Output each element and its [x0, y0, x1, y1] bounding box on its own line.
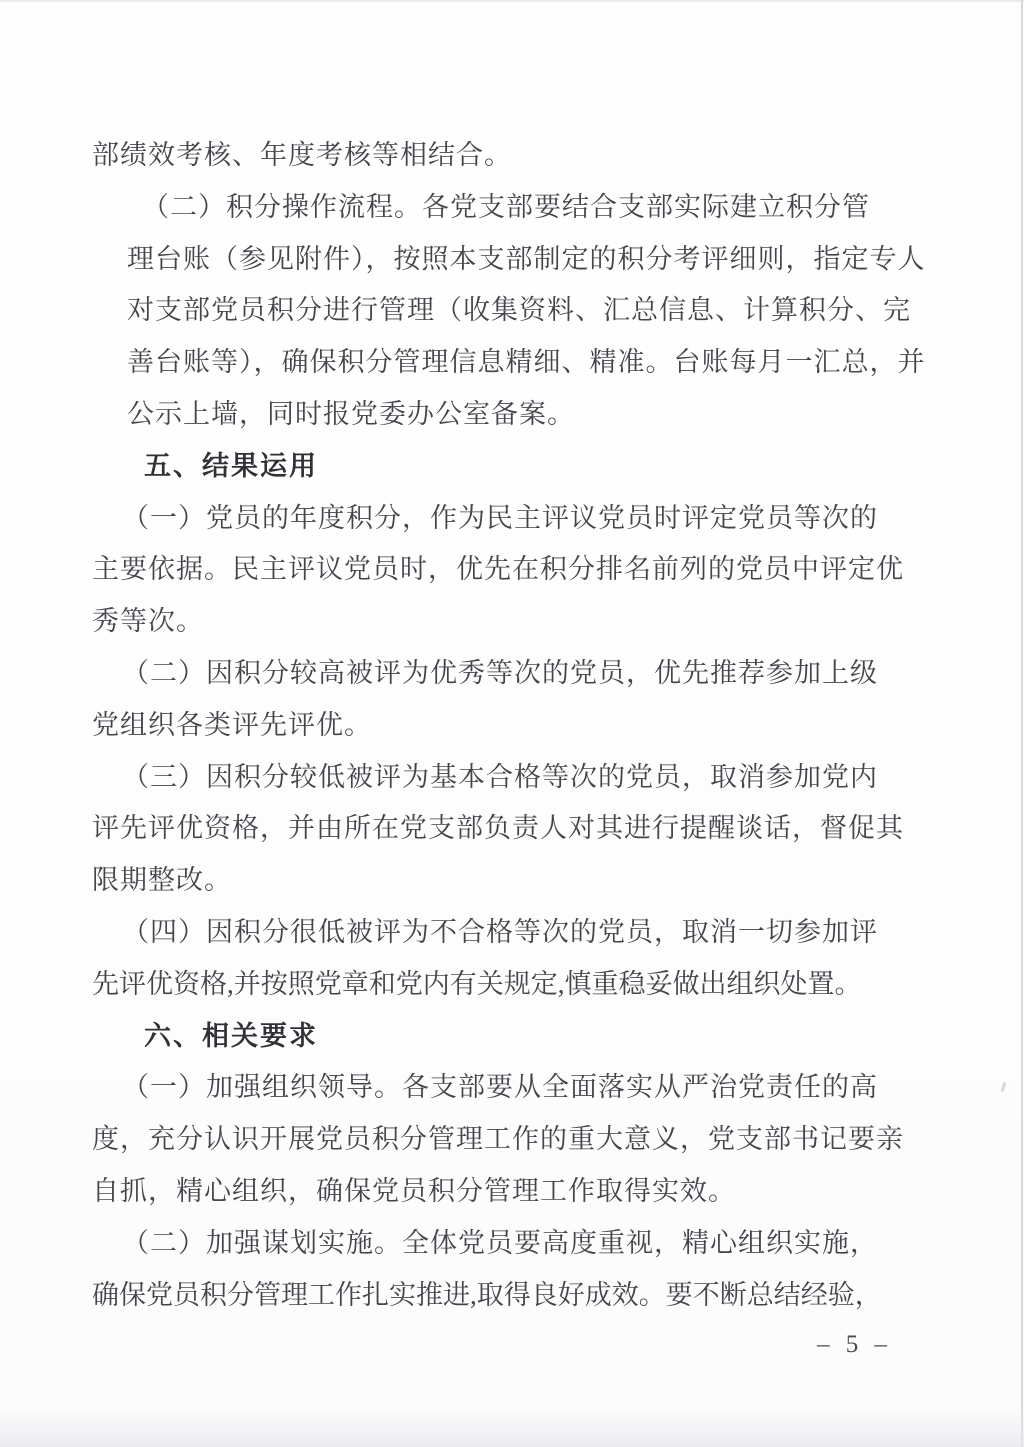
text-line: 秀等次。: [92, 606, 204, 637]
page-number: – 5 –: [817, 1331, 892, 1358]
text-line: 自抓，精心组织，确保党员积分管理工作取得实效。: [92, 1175, 736, 1206]
scan-artifact: [1001, 1082, 1007, 1092]
scan-bottom-edge: [0, 1405, 1024, 1447]
text-line: 党组织各类评先评优。: [92, 709, 372, 740]
paragraph-start: （二）积分操作流程。各党支部要结合支部实际建立积分管: [142, 191, 870, 222]
scan-top-edge: [0, 0, 1024, 3]
paragraph-start: （一）党员的年度积分，作为民主评议党员时评定党员等次的: [122, 502, 878, 533]
paragraph-start: （二）因积分较高被评为优秀等次的党员，优先推荐参加上级: [122, 657, 878, 688]
text-line: 评先评优资格，并由所在党支部负责人对其进行提醒谈话，督促其: [92, 813, 904, 844]
text-line: 先评优资格,并按照党章和党内有关规定,慎重稳妥做出组织处置。: [92, 968, 862, 999]
text-line: 主要依据。民主评议党员时，优先在积分排名前列的党员中评定优: [92, 554, 904, 585]
text-line: 对支部党员积分进行管理（收集资料、汇总信息、计算积分、完: [127, 295, 911, 326]
paragraph-start: （三）因积分较低被评为基本合格等次的党员，取消参加党内: [122, 761, 878, 792]
section-heading-6: 六、相关要求: [144, 1020, 318, 1051]
scan-right-edge: [1021, 0, 1023, 1447]
text-line: 公示上墙，同时报党委办公室备案。: [127, 398, 575, 429]
section-heading-5: 五、结果运用: [144, 450, 318, 481]
text-line: 理台账（参见附件），按照本支部制定的积分考评细则，指定专人: [127, 243, 926, 274]
text-line: 善台账等），确保积分管理信息精细、精准。台账每月一汇总，并: [127, 347, 926, 378]
paragraph-start: （四）因积分很低被评为不合格等次的党员，取消一切参加评: [122, 916, 878, 947]
paragraph-start: （一）加强组织领导。各支部要从全面落实从严治党责任的高: [122, 1072, 878, 1103]
paragraph-start: （二）加强谋划实施。全体党员要高度重视，精心组织实施，: [122, 1227, 878, 1258]
text-line: 限期整改。: [92, 865, 232, 896]
document-body: [92, 130, 937, 1321]
text-line: 度，充分认识开展党员积分管理工作的重大意义，党支部书记要亲: [92, 1124, 904, 1155]
text-line: 确保党员积分管理工作扎实推进,取得良好成效。要不断总结经验，: [92, 1279, 882, 1310]
text-line: 部绩效考核、年度考核等相结合。: [92, 140, 512, 170]
